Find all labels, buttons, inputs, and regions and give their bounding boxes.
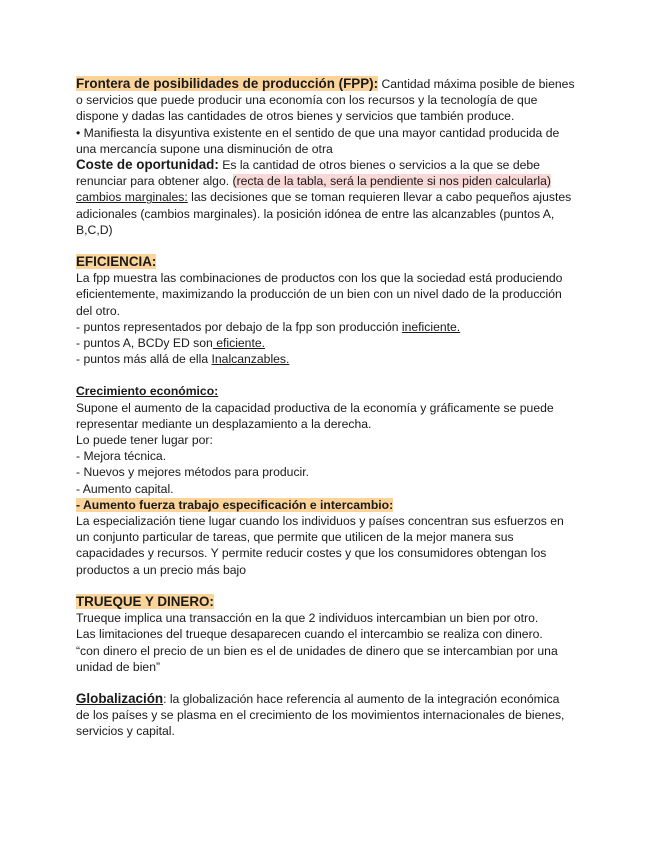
marginales-paragraph: [76, 189, 576, 238]
trueque-line-3: “con dinero el precio de un bien es el de unidades de dinero que se intercambian por una unidad de bien”: [76, 643, 558, 674]
fpp-heading: Frontera de posibilidades de producción (FPP):: [76, 76, 379, 91]
spacer: [76, 367, 576, 383]
fpp-bullet: • Manifiesta la disyuntiva existente en el sentido de que una mayor cantidad producida de una mercancía supone una disminución de otra: [76, 125, 560, 156]
trueque-line-2: Las limitaciones del trueque desaparecen cuando el intercambio se realiza con dinero.: [76, 627, 543, 642]
eficiencia-item-inalcanzables: [76, 351, 576, 367]
fpp-paragraph: [76, 76, 576, 125]
trueque-heading-line: [76, 594, 576, 610]
spacer: [76, 578, 576, 594]
especializacion-text: La especialización tiene lugar cuando los individuos y países concentran sus esfuerzos en un conjunto particular de tareas, que permite que utilicen de la mejor manera sus capacidades y recursos. Y permite reducir costes y que los consumidores obtengan los productos a un precio más bajo: [76, 514, 564, 577]
crecimiento-item: - Mejora técnica.: [76, 449, 167, 464]
fpp-definition: Cantidad máxima posible de bienes o servicios que puede producir una economía con los recursos y la tecnología de que dispone y dadas las cantidades de otros bienes y servicios que también produce.: [76, 77, 575, 124]
eficiencia-item-underlined: eficiente.: [212, 336, 266, 351]
eficiencia-text: La fpp muestra las combinaciones de productos con los que la sociedad está produciendo eficientemente, maximizando la producción de un bien con un nivel dado de la producción del otro.: [76, 271, 563, 318]
globalizacion-paragraph: [76, 691, 576, 740]
eficiencia-item-eficiente: [76, 335, 576, 351]
eficiencia-heading-line: [76, 254, 576, 270]
marginales-label: cambios marginales:: [76, 190, 188, 205]
coste-definition: Es la cantidad de otros bienes o servicios a la que se debe renunciar para obtener algo.: [76, 158, 540, 189]
spacer: [76, 675, 576, 691]
crecimiento-item: - Nuevos y mejores métodos para producir.: [76, 465, 310, 480]
crecimiento-text: Supone el aumento de la capacidad productiva de la economía y gráficamente se puede representar mediante un desplazamiento a la derecha.: [76, 400, 554, 431]
coste-highlight-note: (recta de la tabla, será la pendiente si nos piden calcularla): [232, 174, 551, 189]
coste-heading: Coste de oportunidad:: [76, 157, 219, 173]
trueque-line-1: Trueque implica una transacción en la que 2 individuos intercambian un bien por otro.: [76, 611, 539, 626]
eficiencia-item-text: - puntos A, BCDy ED son: [76, 336, 213, 351]
coste-paragraph: [76, 157, 576, 189]
eficiencia-item-ineficiente: [76, 319, 576, 335]
eficiencia-item-text: - puntos más allá de ella: [76, 352, 212, 367]
globalizacion-heading: Globalización: [76, 690, 164, 706]
eficiencia-item-underlined: ineficiente.: [401, 319, 461, 334]
spacer: [76, 238, 576, 254]
crecimiento-item-highlighted: [76, 497, 576, 513]
marginales-text: las decisiones que se toman requieren llevar a cabo pequeños ajustes adicionales (cambios marginales). la posición idónea de entre las alcanzables (puntos A, B,C,D): [76, 190, 572, 237]
eficiencia-heading: EFICIENCIA:: [76, 254, 157, 270]
eficiencia-item-underlined: Inalcanzables.: [211, 352, 290, 367]
trueque-heading: TRUEQUE Y DINERO:: [76, 593, 214, 609]
document-body: [76, 76, 576, 740]
crecimiento-item-4: - Aumento fuerza trabajo especificación e intercambio:: [76, 497, 394, 512]
crecimiento-heading-line: [76, 383, 576, 399]
crecimiento-heading: Crecimiento económico:: [76, 384, 219, 399]
eficiencia-item-text: - puntos representados por debajo de la fpp son producción: [76, 319, 402, 334]
globalizacion-text: : la globalización hace referencia al aumento de la integración económica de los países y se plasma en el crecimiento de los movimientos internacionales de bienes, servicios y capital.: [76, 691, 565, 739]
crecimiento-item: - Aumento capital.: [76, 481, 174, 496]
crecimiento-intro: Lo puede tener lugar por:: [76, 433, 213, 448]
